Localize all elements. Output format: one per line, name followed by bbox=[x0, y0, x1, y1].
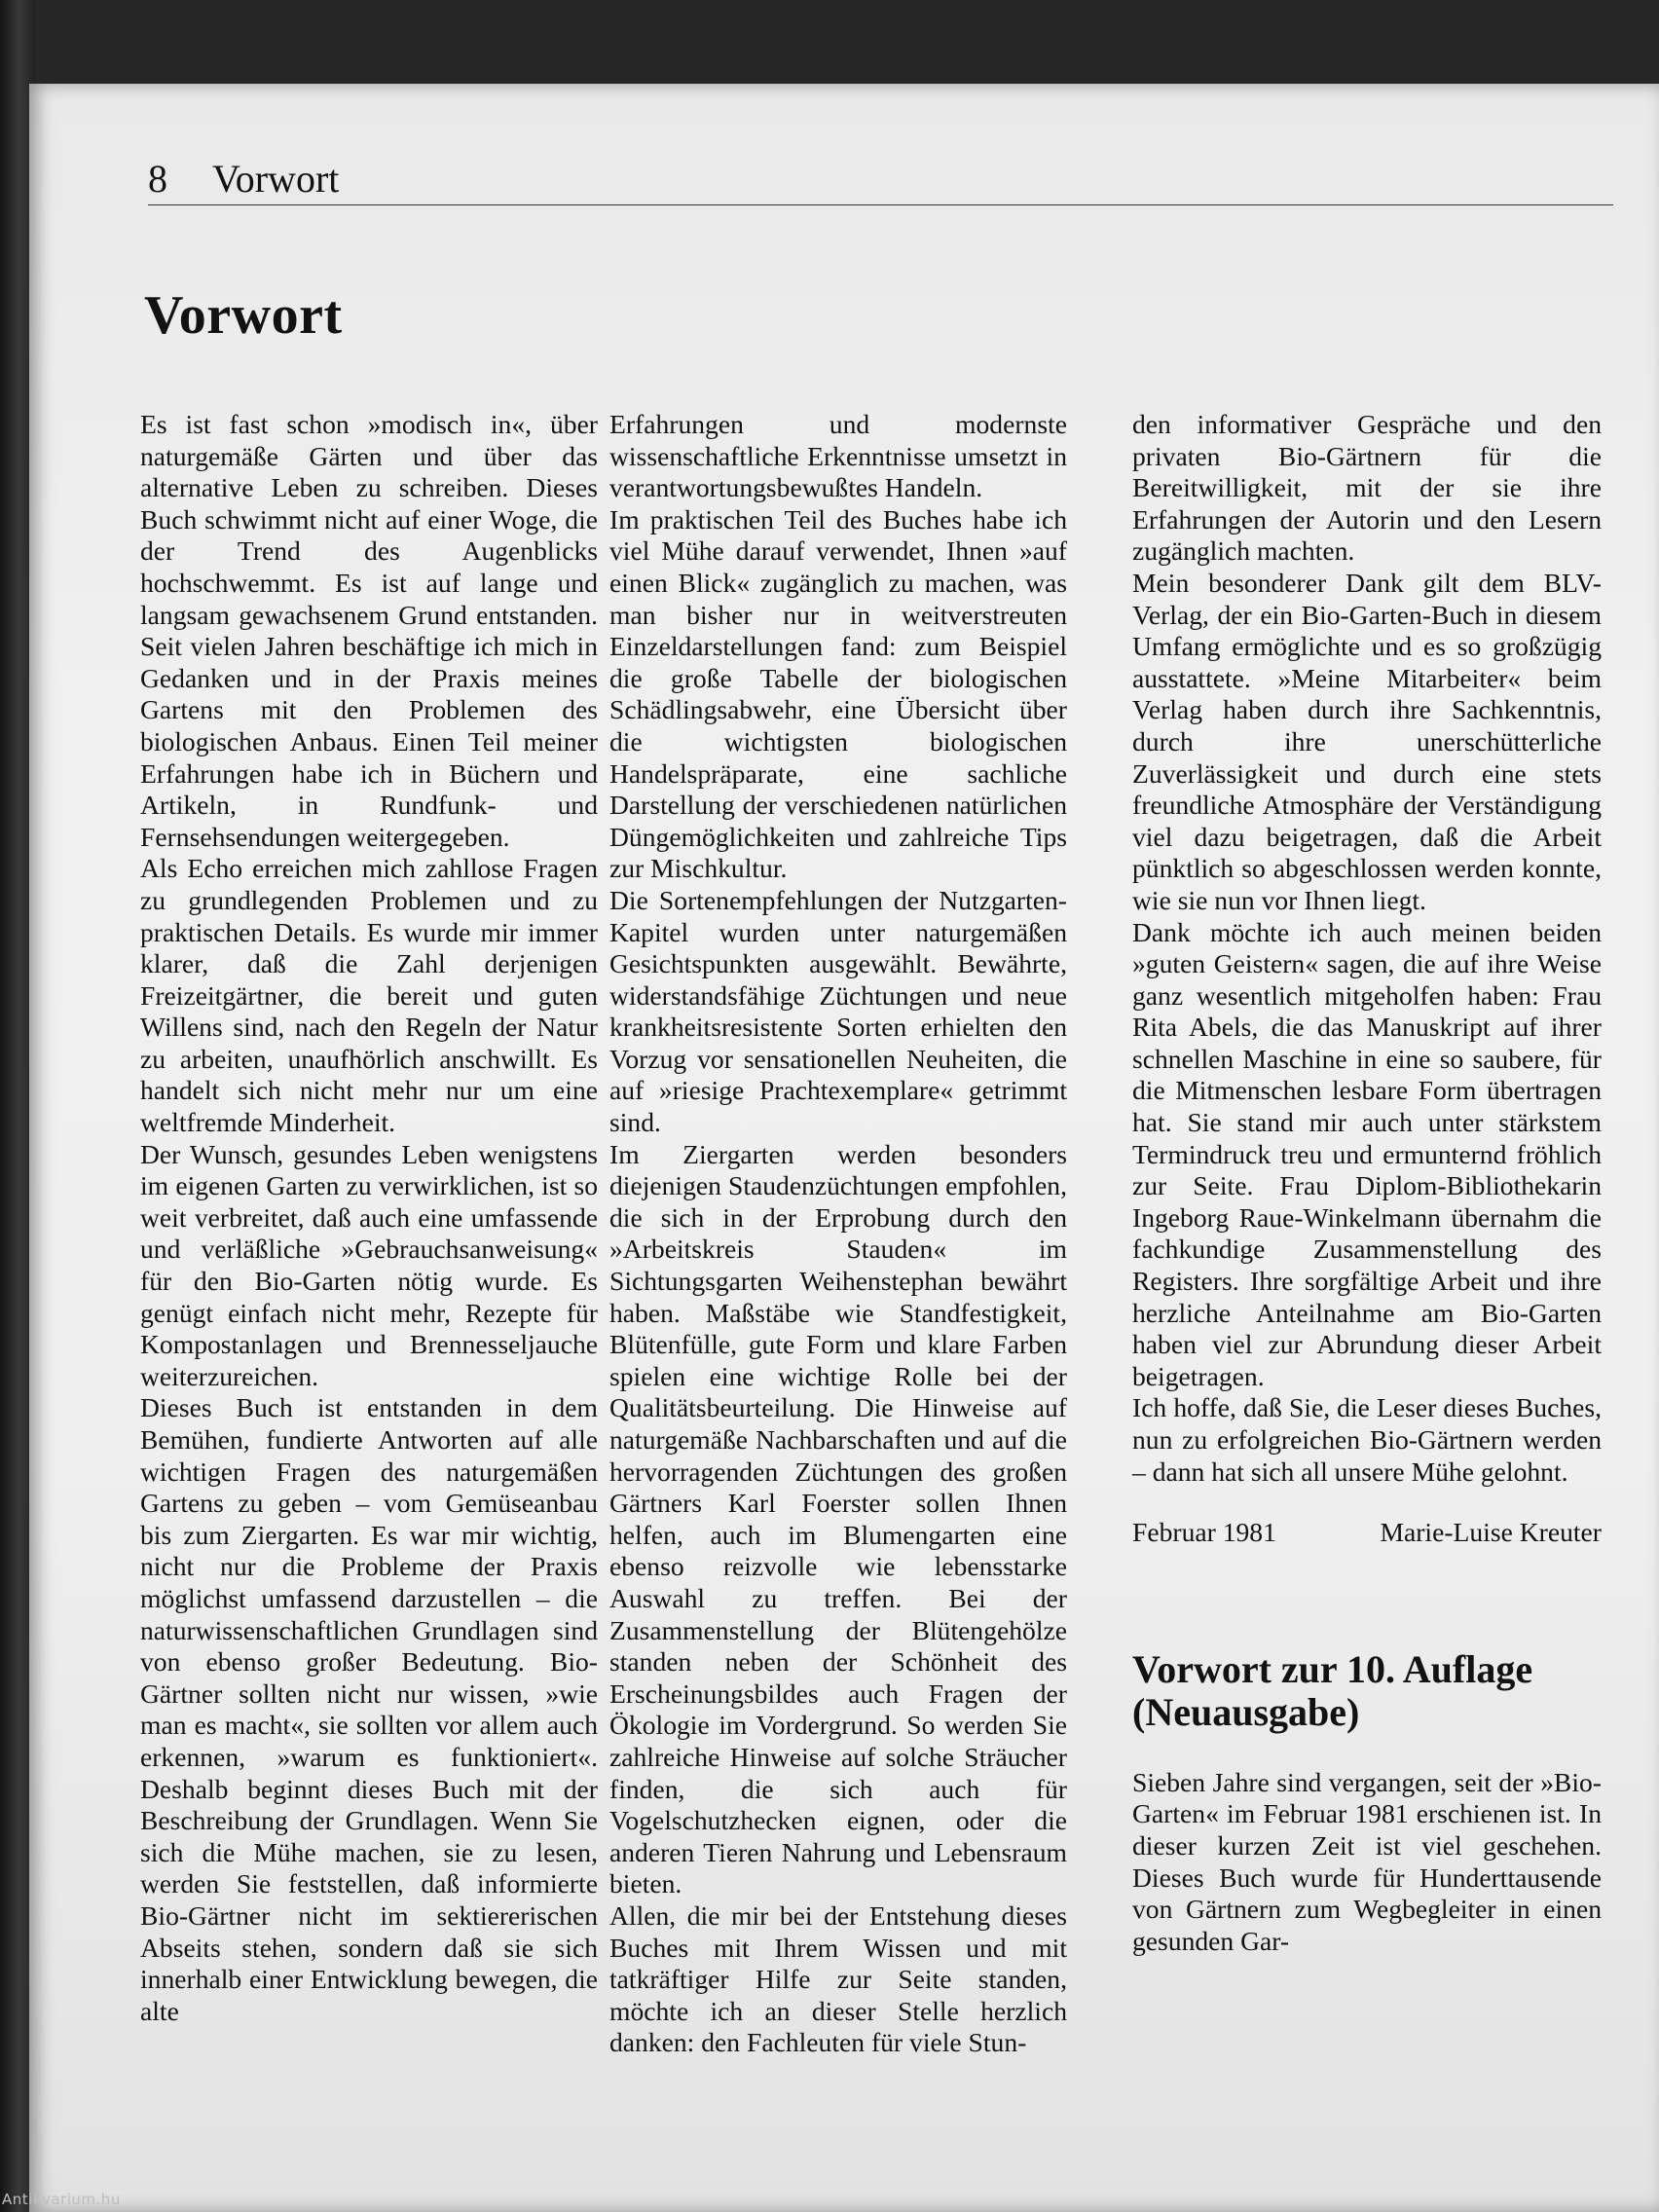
book-page bbox=[29, 84, 1659, 2212]
signature-author: Marie-Luise Kreuter bbox=[1380, 1517, 1602, 1548]
paragraph: Dank möchte ich auch meinen beiden »guten Geistern« sagen, die auf ihre Weise ganz wesentlich mitgeholfen haben: Frau Rita Abels, die das Manuskript auf ihrer schnellen Maschine in eine so saubere, für die Mitmenschen lesbare Form übertragen hat. Sie stand mir auch unter stärkstem Termindruck treu und ermunternd fröhlich zur Seite. Frau Diplom-Bibliothekarin Ingeborg Raue-Winkelmann übernahm die fachkundige Zusammenstellung des Registers. Ihre sorgfältige Arbeit und ihre herzliche Anteilnahme am Bio-Garten haben viel zur Abrundung dieser Arbeit beigetragen. bbox=[1132, 916, 1602, 1391]
running-title: Vorwort bbox=[212, 157, 340, 201]
running-header bbox=[148, 146, 1613, 205]
page-title: Vorwort bbox=[144, 285, 343, 346]
watermark: Antikvarium.hu bbox=[2, 2191, 121, 2208]
paragraph: Sieben Jahre sind vergangen, seit der »Bio-Garten« im Februar 1981 erschienen ist. In dieser kurzen Zeit ist viel geschehen. Dieses Buch wurde für Hunderttausende von Gärtnern zum Wegbegleiter in einen gesunden Gar- bbox=[1132, 1766, 1602, 1956]
signature-date: Februar 1981 bbox=[1132, 1517, 1276, 1548]
paragraph: Mein besonderer Dank gilt dem BLV-Verlag, der ein Bio-Garten-Buch in diesem Umfang ermöglichte und es so großzügig ausstattete. »Meine Mitarbeiter« beim Verlag haben durch ihre Sachkenntnis, durch ihre unerschütterliche Zuverlässigkeit und durch eine stets freundliche Atmosphäre der Verständigung viel dazu beigetragen, daß die Arbeit pünktlich so abgeschlossen werden konnte, wie sie nun vor Ihnen liegt. bbox=[1132, 567, 1602, 915]
text-column-3 bbox=[1132, 409, 1602, 1957]
text-column-1 bbox=[140, 409, 598, 2027]
page-number: 8 bbox=[148, 157, 167, 201]
text-column-2 bbox=[609, 409, 1067, 2059]
paragraph: den informativer Gespräche und den privaten Bio-Gärtnern für die Bereitwilligkeit, mit der sie ihre Erfahrungen der Autorin und den Lesern zugänglich machten. bbox=[1132, 409, 1602, 567]
paragraph: Allen, die mir bei der Entstehung dieses Buches mit Ihrem Wissen und mit tatkräftiger Hilfe zur Seite standen, möchte ich an dieser Stelle herzlich danken: den Fachleuten für viele Stun- bbox=[609, 1899, 1067, 2058]
paragraph: Die Sortenempfehlungen der Nutzgarten-Kapitel wurden unter naturgemäßen Gesichtspunkten ausgewählt. Bewährte, widerstandsfähige Züchtungen und neue krankheitsresistente Sorten erhielten den Vorzug vor sensationellen Neuheiten, die auf »riesige Prachtexemplare« getrimmt sind. bbox=[609, 884, 1067, 1138]
paragraph: Als Echo erreichen mich zahllose Fragen zu grundlegenden Problemen und zu praktischen Details. Es wurde mir immer klarer, daß die Zahl derjenigen Freizeitgärtner, die bereit und guten Willens sind, nach den Regeln der Natur zu arbeiten, unaufhörlich anschwillt. Es handelt sich nicht mehr nur um eine weltfremde Minderheit. bbox=[140, 853, 598, 1138]
paragraph: Erfahrungen und modernste wissenschaftliche Erkenntnisse umsetzt in verantwortungsbewußtes Handeln. bbox=[609, 409, 1067, 503]
paragraph: Es ist fast schon »modisch in«, über naturgemäße Gärten und über das alternative Leben zu schreiben. Dieses Buch schwimmt nicht auf einer Woge, die der Trend des Augenblicks hochschwemmt. Es ist auf lange und langsam gewachsenem Grund entstanden. Seit vielen Jahren beschäftige ich mich in Gedanken und in der Praxis meines Gartens mit den Problemen des biologischen Anbaus. Einen Teil meiner Erfahrungen habe ich in Büchern und Artikeln, in Rundfunk- und Fernsehsendungen weitergegeben. bbox=[140, 409, 598, 852]
signature-line bbox=[1132, 1517, 1602, 1549]
section-title: Vorwort zur 10. Auflage (Neuausgabe) bbox=[1132, 1646, 1533, 1734]
paragraph: Der Wunsch, gesundes Leben wenigstens im eigenen Garten zu verwirklichen, ist so weit verbreitet, daß auch eine umfassende und verläßliche »Gebrauchsanweisung« für den Bio-Garten nötig wurde. Es genügt einfach nicht mehr, Rezepte für Kompostanlagen und Brennesseljauche weiterzureichen. bbox=[140, 1138, 598, 1391]
paragraph: Dieses Buch ist entstanden in dem Bemühen, fundierte Antworten auf alle wichtigen Fragen des naturgemäßen Gartens zu geben – vom Gemüseanbau bis zum Ziergarten. Es war mir wichtig, nicht nur die Probleme der Praxis möglichst umfassend darzustellen – die naturwissenschaftlichen Grundlagen sind von ebenso großer Bedeutung. Bio-Gärtner sollten nicht nur wissen, »wie man es macht«, sie sollten vor allem auch erkennen, »warum es funktioniert«. Deshalb beginnt dieses Buch mit der Beschreibung der Grundlagen. Wenn Sie sich die Mühe machen, sie zu lesen, werden Sie feststellen, daß informierte Bio-Gärtner nicht im sektiererischen Abseits stehen, sondern daß sie sich innerhalb einer Entwicklung bewegen, die alte bbox=[140, 1392, 598, 2026]
paragraph: Ich hoffe, daß Sie, die Leser dieses Buches, nun zu erfolgreichen Bio-Gärtnern werden – dann hat sich all unsere Mühe gelohnt. bbox=[1132, 1392, 1602, 1487]
paragraph: Im praktischen Teil des Buches habe ich viel Mühe darauf verwendet, Ihnen »auf einen Blick« zugänglich zu machen, was man bisher nur in weitverstreuten Einzeldarstellungen fand: zum Beispiel die große Tabelle der biologischen Schädlingsabwehr, eine Übersicht über die wichtigsten biologischen Handelspräparate, eine sachliche Darstellung der verschiedenen natürlichen Düngemöglichkeiten und zahlreiche Tips zur Mischkultur. bbox=[609, 503, 1067, 884]
paragraph: Im Ziergarten werden besonders diejenigen Staudenzüchtungen empfohlen, die sich in der Erprobung durch den »Arbeitskreis Stauden« im Sichtungsgarten Weihenstephan bewährt haben. Maßstäbe wie Standfestigkeit, Blütenfülle, gute Form und klare Farben spielen eine wichtige Rolle bei der Qualitätsbeurteilung. Die Hinweise auf naturgemäße Nachbarschaften und auf die hervorragenden Züchtungen des großen Gärtners Karl Foerster sollen Ihnen helfen, auch im Blumengarten eine ebenso reizvolle wie lebensstarke Auswahl zu treffen. Bei der Zusammenstellung der Blütengehölze standen neben der Schönheit des Erscheinungsbildes auch Fragen der Ökologie im Vordergrund. So werden Sie zahlreiche Hinweise auf solche Sträucher finden, die sich auch für Vogelschutzhecken eignen, oder die anderen Tieren Nahrung und Lebensraum bieten. bbox=[609, 1138, 1067, 1899]
